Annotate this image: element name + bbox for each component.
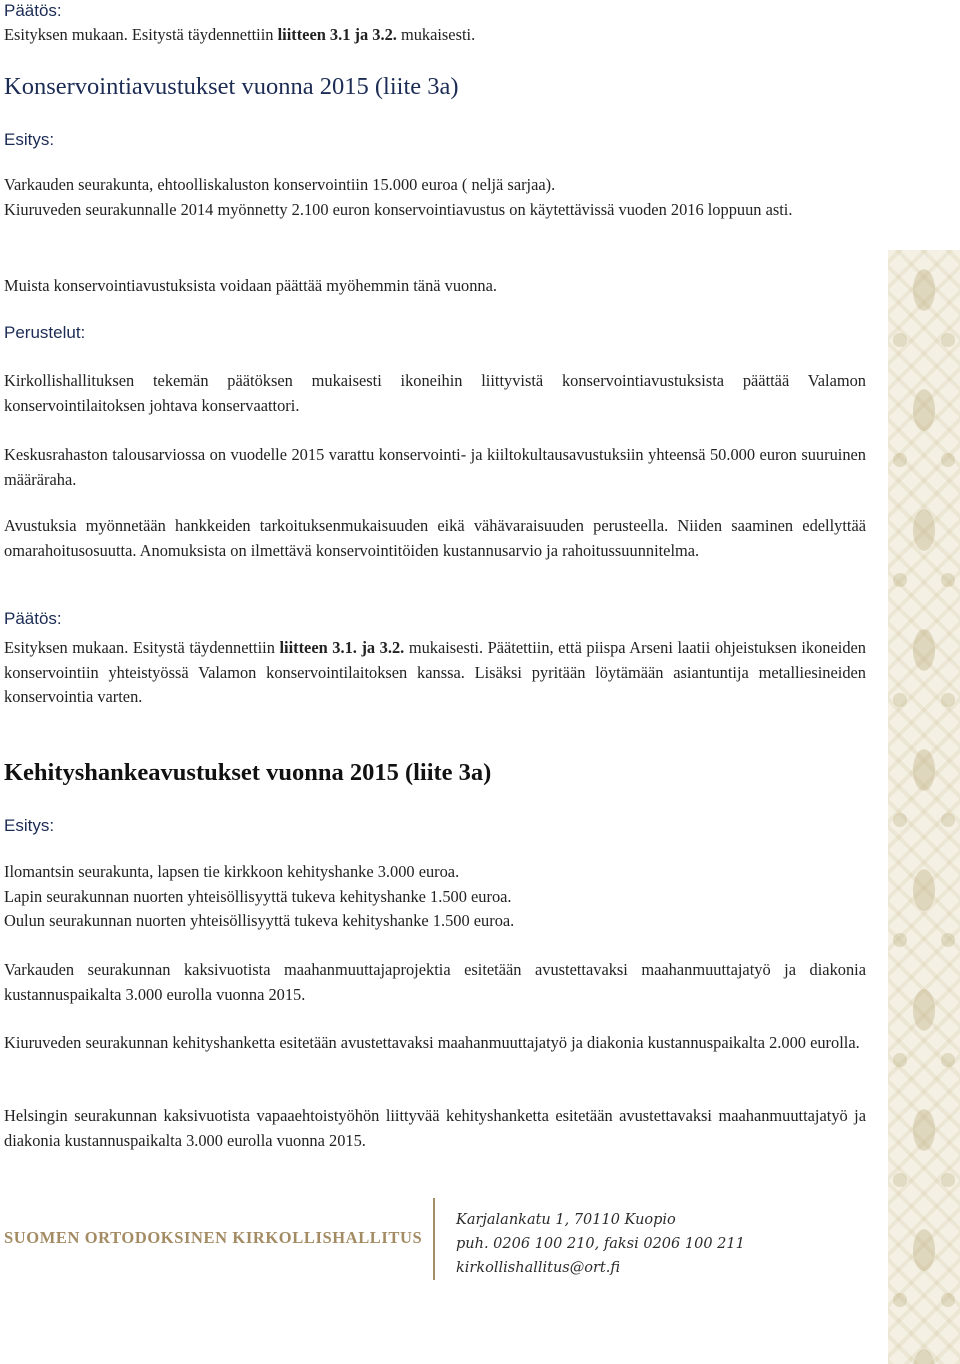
section1-perustelut-p3: Avustuksia myönnetään hankkeiden tarkoituksenmukaisuuden eikä vähävaraisuuden perusteella. Niiden saaminen edellyttää omarahoitusosuutta. Anomuksista on ilmettävä konservointitöiden kustannusarvio ja rahoitussuunnitelma. [4,516,866,560]
section1-heading: Konservointiavustukset vuonna 2015 (liite 3a) [4,73,459,100]
section2-esitys [4,815,866,837]
section1-paatos [4,608,866,630]
top-decision-text-c: mukaisesti. [396,25,476,44]
footer-organization-name: SUOMEN ORTODOKSINEN KIRKOLLISHALLITUS [4,1228,423,1247]
section1-muista-text: Muista konservointiavustuksista voidaan päättää myöhemmin tänä vuonna. [4,276,497,295]
footer-contact [456,1208,745,1280]
list-item: Ilomantsin seurakunta, lapsen tie kirkkoon kehityshanke 3.000 euroa. [4,862,460,881]
top-decision [4,0,866,48]
section1-perustelut-label: Perustelut: [4,323,86,342]
footer-email: kirkollishallitus@ort.fi [456,1260,620,1276]
top-decision-text-a: Esityksen mukaan. Esitystä täydennettiin [4,25,278,44]
section1-paatos-text [4,636,866,710]
section1 [4,72,866,102]
section1-perustelut-p2: Keskusrahaston talousarviossa on vuodelle 2015 varattu konservointi- ja kiiltokultausavustuksiin yhteensä 50.000 euron suuruinen määräraha. [4,445,866,489]
section2-list [4,860,866,934]
top-decision-text [4,23,866,48]
section2-p1-block [4,958,866,1007]
section1-esitys-line2: Kiuruveden seurakunnalle 2014 myönnetty 2.100 euron konservointiavustus on käytettävissä vuoden 2016 loppuun asti. [4,199,793,219]
section2-p3: Helsingin seurakunnan kaksivuotista vapaaehtoistyöhön liittyvää kehityshanketta esitetään avustettavaksi maahanmuuttajatyö ja diakonia kustannuspaikalta 3.000 eurolla vuonna 2015. [4,1106,866,1150]
top-decision-text-bold: liitteen 3.1 ja 3.2. [277,25,397,44]
section1-paatos-text-a: Esityksen mukaan. Esitystä täydennettiin [4,638,280,657]
section2-heading: Kehityshankeavustukset vuonna 2015 (liite 3a) [4,759,492,786]
section2-p3-block [4,1104,866,1153]
section1-esitys-body [4,173,866,222]
section1-muista [4,274,866,299]
section1-esitys [4,129,866,151]
footer-address: Karjalankatu 1, 70110 Kuopio [456,1212,676,1228]
section1-paatos-text-c: mukaisesti. Päätettiin, että piispa Arseni laatii ohjeistuksen ikoneiden konservointiin yhteistyössä Valamon konservointilaitoksen kanssa. Lisäksi pyritään löytämään asiantuntija metalliesineiden konservointia varten. [4,638,866,706]
section1-perustelut-p1-block [4,369,866,418]
list-item: Lapin seurakunnan nuorten yhteisöllisyyttä tukeva kehityshanke 1.500 euroa. [4,886,512,906]
list-item: Oulun seurakunnan nuorten yhteisöllisyyttä tukeva kehityshanke 1.500 euroa. [4,911,515,930]
section2-esitys-label: Esitys: [4,816,55,835]
section1-perustelut-p1: Kirkollishallituksen tekemän päätöksen mukaisesti ikoneihin liittyvistä konservointiavustuksista päättää Valamon konservointilaitoksen johtava konservaattori. [4,371,866,415]
section2-p2: Kiuruveden seurakunnan kehityshanketta esitetään avustettavaksi maahanmuuttajatyö ja diakonia kustannuspaikalta 2.000 eurolla. [4,1033,860,1052]
section1-paatos-label: Päätös: [4,609,62,628]
section1-perustelut [4,322,866,344]
footer-phone: puh. 0206 100 210, faksi 0206 100 211 [456,1236,745,1252]
section2-p1: Varkauden seurakunnan kaksivuotista maahanmuuttajaprojektia esitetään avustettavaksi maahanmuuttajatyö ja diakonia kustannuspaikalta 3.000 eurolla vuonna 2015. [4,960,866,1004]
section1-perustelut-p2-block [4,443,866,492]
top-decision-label: Päätös: [4,1,62,20]
section1-perustelut-p3-block [4,514,866,563]
section2-p2-block [4,1031,866,1056]
section1-paatos-body [4,636,866,710]
decorative-ornament-strip [888,250,960,1364]
footer-divider [433,1198,435,1280]
section1-esitys-label: Esitys: [4,130,55,149]
section1-esitys-line1: Varkauden seurakunta, ehtoolliskaluston konservointiin 15.000 euroa ( neljä sarjaa). [4,175,556,194]
section2 [4,758,866,788]
section1-paatos-text-bold: liitteen 3.1. ja 3.2. [279,638,405,657]
